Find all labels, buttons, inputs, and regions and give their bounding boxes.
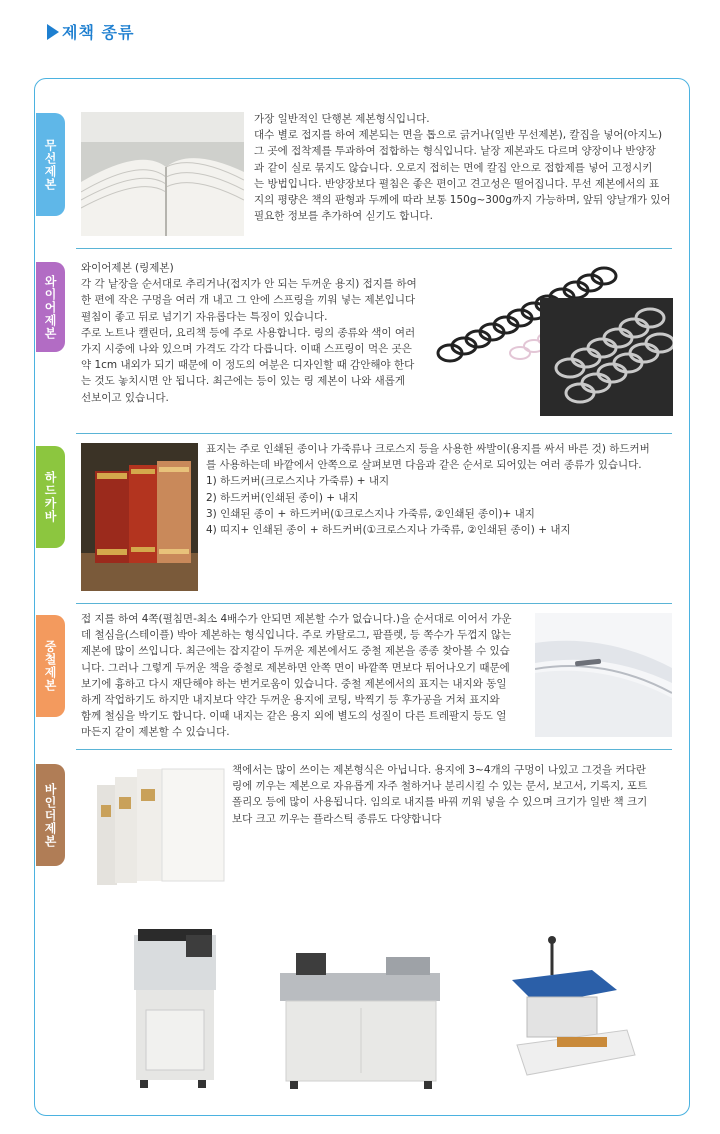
binder-text: 책에서는 많이 쓰이는 제본형식은 아닙니다. 용지에 3~4개의 구멍이 나있고 그것을 커다란 링에 끼우는 제본으로 자유롭게 자주 철하거나 분리시킬 수 있는 문서, 보고서, 기록지, 포트 폴리오 등에 많이 사용됩니다. 임의로 내지를 바꿔 끼워 넣을 수 있으며 크기가 일반 책 크기 보다 크고 끼우는 플라스틱 종류도 다양합니다 [232,764,648,825]
binding-machine-photo-1 [126,915,221,1090]
open-book-photo [81,112,244,236]
binding-machine-photo-3 [497,935,638,1086]
tab-label: 와이어제본 [43,274,57,340]
tab-binder [36,764,65,866]
divider [76,433,672,434]
divider [76,603,672,604]
tab-label: 무선제본 [43,138,57,191]
hardcover-text: 표지는 주로 인쇄된 종이나 가죽류나 크로스지 등을 사용한 싸발이(용지를 싸서 바른 것) 하드커버 를 사용하는데 바깥에서 안쪽으로 살펴보면 다음과 같은 순서로 되어있는 여러 종류가 있습니다. 1) 하드커버(크로스지나 가죽류) + 내지 2) 하드커버(인쇄된 종이) + 내지 3) 인쇄된 종이 + 하드커버(①크로스지나 가죽류, ②인쇄된 종이)+ 내지 4) 띠지+ 인쇄된 종이 + 하드커버(①크로스지나 가죽류, ②인쇄된 종이) + 내지 [206,443,650,537]
tab-label: 바인더제본 [43,782,57,848]
triangle-bullet-icon [47,24,59,40]
page-title: 제책 종류 [62,23,135,42]
divider [76,749,672,750]
section-header [47,20,134,43]
perfect-binding-text: 가장 일반적인 단행본 제본형식입니다. 대수 별로 접지를 하여 제본되는 면을 톱으로 긁거나(일반 무선제본), 칼집을 넣어(아지노) 그 곳에 접착제를 투과하여 접합하는 형식입니다. 낱장 제본과도 다르며 양장이나 반양장 과 같이 실로 묶지도 않습니다. 오로지 접히는 면에 칼집 안으로 접합제를 넣어 고정시키 는 방법입니다. 반양장보다 펼침은 좋은 편이고 견고성은 떨어집니다. 무선 제본에서의 표 지의 평량은 책의 판형과 두께에 따라 보통 150g~300g까지 가능하며, 앞뒤 양날개가 있어 필요한 정보를 추가하여 싣기도 합니다. [254,113,671,223]
tab-perfect-binding [36,113,65,216]
wire-binding-text: 와이어제본 (링제본) 각 각 낱장을 순서대로 추리거나(접지가 안 되는 두꺼운 용지) 접지를 하여 한 편에 작은 구멍을 여러 개 내고 그 안에 스프링을 끼워 넣는 제본입니다 펼침이 좋고 뒤로 넘기기 자유롭다는 특징이 있습니다. 주로 노트나 캘린더, 요리책 등에 주로 사용합니다. 링의 종류와 색이 여러 가지 시중에 나와 있으며 가격도 각각 다릅니다. 이때 스프링이 먹은 곳은 약 1cm 내외가 되기 때문에 이 정도의 여분은 디자인할 때 감안해야 한다 는 것도 놓치시면 안 됩니다. 최근에는 등이 있는 링 제본이 나와 새롭게 선보이고 있습니다. [81,262,417,404]
binder-photo [93,765,228,890]
saddle-stitch-text: 접 지를 하여 4쪽(펼침면-최소 4배수가 안되면 제본할 수가 없습니다.)을 순서대로 이어서 가운 데 철심을(스테이플) 박아 제본하는 형식입니다. 주로 카탈로그, 팜플렛, 등 쪽수가 두껍지 않는 제본에 많이 쓰입니다. 최근에는 잡지같이 두꺼운 제본에서도 중철 제본을 종종 찾아볼 수 있습 니다. 그러나 그렇게 두꺼운 책을 중철로 제본하면 안쪽 면이 바깥쪽 면보다 튀어나오기 때문에 보기에 흉하고 다시 재단해야 하는 번거로움이 있습니다. 중철 제본에서의 표지는 내지와 동일 하게 작업하기도 하지만 내지보다 약간 두꺼운 용지에 코팅, 박찍기 등 후가공을 거쳐 표지와 함께 철심을 박기도 합니다. 이때 내지는 같은 용지 외에 별도의 성질이 다른 트레팔지 등도 얼 마든지 같이 제본할 수 있습니다. [81,613,512,739]
binding-machine-photo-2 [276,933,446,1093]
hardcover-books-photo [81,443,198,591]
tab-label: 하드카바 [43,471,57,523]
wire-spring-photo [430,258,673,416]
tab-saddle-stitch [36,615,65,717]
divider [76,248,672,249]
tab-hardcover [36,446,65,548]
tab-wire-binding [36,262,65,352]
staple-photo [535,613,672,737]
tab-label: 중철제본 [43,640,57,692]
